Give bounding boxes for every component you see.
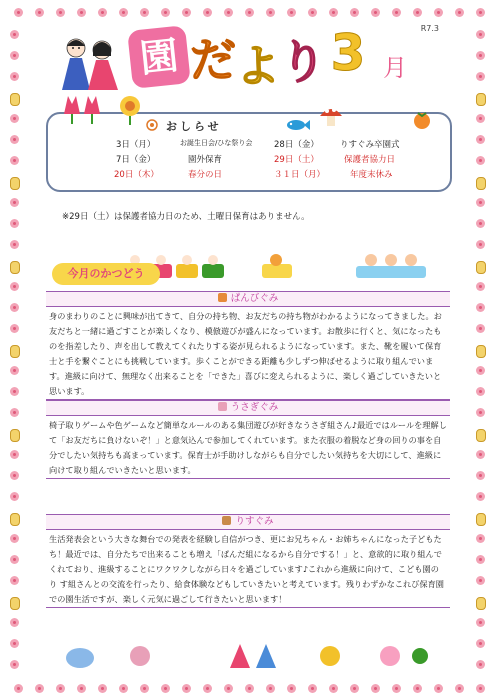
- flower-icon: [203, 8, 212, 17]
- title-char: り: [280, 35, 326, 89]
- class-heading: [46, 400, 450, 416]
- event-date: 28日（金）: [274, 140, 319, 150]
- flower-icon: [476, 471, 485, 480]
- flower-icon: [413, 8, 422, 17]
- flower-icon: [182, 8, 191, 17]
- flower-icon: [203, 684, 212, 693]
- flower-icon: [308, 8, 317, 17]
- flower-icon: [10, 135, 19, 144]
- lantern-icon: [476, 345, 486, 358]
- mushroom-icon: [318, 104, 344, 130]
- event-name: 園外保育: [188, 155, 223, 165]
- flower-icon: [476, 684, 485, 693]
- children-animals-illustration: [60, 640, 440, 670]
- class-heading: [46, 291, 450, 307]
- lantern-icon: [10, 597, 20, 610]
- class-name: ぱんびぐみ: [230, 293, 279, 304]
- flower-icon: [392, 684, 401, 693]
- lantern-icon: [476, 429, 486, 442]
- flower-icon: [119, 8, 128, 17]
- class-body: 生活発表会という大きな舞台での発表を経験し自信がつき、更にお兄ちゃん・お姉ちゃんになった子どもたち！最近では、自分たちで出来ることも増え「ぱんだ組になるから自分でする！」と、意欲的に取り組んでくれており、進級することにワクワクしながら日々を過ごしています♪これから進級に向けて、こども園のり す組さんとの交流を行ったり、給食体験などもしていきたいと考えています。残りわずかなこれび保育園での園生活ですが、楽しく元気に過ごして行きたいと思います！: [46, 530, 450, 608]
- flower-icon: [455, 684, 464, 693]
- flower-icon: [350, 8, 359, 17]
- flower-icon: [329, 684, 338, 693]
- flower-icon: [476, 618, 485, 627]
- flower-icon: [266, 8, 275, 17]
- flower-icon: [10, 618, 19, 627]
- tulip-illustration: [56, 92, 156, 126]
- flower-icon: [287, 684, 296, 693]
- flower-icon: [350, 684, 359, 693]
- flower-icon: [10, 114, 19, 123]
- flower-icon: [476, 408, 485, 417]
- flower-icon: [140, 684, 149, 693]
- flower-icon: [287, 8, 296, 17]
- flower-icon: [98, 684, 107, 693]
- class-name: りすぐみ: [235, 516, 274, 527]
- flower-icon: [10, 303, 19, 312]
- event-date: ３１日（月）: [274, 170, 326, 180]
- flower-icon: [434, 8, 443, 17]
- notice-note: ※29日（土）は保護者協力日のため、土曜日保育はありません。: [62, 212, 310, 222]
- flower-icon: [98, 8, 107, 17]
- class-body: 椅子取りゲームや色ゲームなど簡単なルールのある集団遊びが好きなうさぎ組さん♪最近ではルールを理解して「お友だちに負けないぞ！」と意気込んで参加してくれています。また衣服の着脱など身の回りの事を自分でしたい気持ちも高まっています。保育士が手助けしながらも自分でしたい気持ちを大切にして、進級に向けて取り組んでいきたいと思います。: [46, 416, 450, 479]
- flower-icon: [476, 303, 485, 312]
- flower-icon: [476, 72, 485, 81]
- flower-icon: [413, 684, 422, 693]
- class-heading: [46, 514, 450, 530]
- class-section-rabbit: [46, 400, 450, 479]
- flower-icon: [476, 30, 485, 39]
- event-name: 春分の日: [188, 170, 223, 180]
- event-name: りすぐみ卒園式: [340, 140, 400, 150]
- title-char: よ: [236, 41, 280, 92]
- class-section-panda: [46, 291, 450, 400]
- persimmon-icon: [412, 110, 432, 130]
- flower-icon: [476, 198, 485, 207]
- flower-icon: [476, 450, 485, 459]
- flower-icon: [14, 8, 23, 17]
- flower-icon: [245, 8, 254, 17]
- lantern-icon: [476, 177, 486, 190]
- lantern-icon: [10, 261, 20, 274]
- flower-icon: [10, 639, 19, 648]
- title-char: 月: [383, 54, 407, 82]
- flower-icon: [476, 51, 485, 60]
- newsletter-title: [130, 24, 420, 92]
- rabbit-icon: [218, 402, 227, 411]
- flower-icon: [14, 684, 23, 693]
- flower-icon: [140, 8, 149, 17]
- flower-icon: [161, 8, 170, 17]
- flower-icon: [10, 387, 19, 396]
- flower-icon: [476, 282, 485, 291]
- title-char: 園: [127, 25, 191, 89]
- title-char: だ: [190, 33, 236, 87]
- flower-icon: [476, 492, 485, 501]
- lantern-icon: [476, 261, 486, 274]
- flower-icon: [476, 534, 485, 543]
- flower-icon: [329, 8, 338, 17]
- event-name: 年度末休み: [350, 170, 393, 180]
- event-name: お誕生日会/ひな祭り会: [180, 139, 253, 147]
- flower-icon: [434, 684, 443, 693]
- flower-icon: [308, 684, 317, 693]
- flower-icon: [392, 8, 401, 17]
- event-date: 29日（土）: [274, 155, 319, 165]
- event-name: 保護者協力日: [344, 155, 396, 165]
- flower-icon: [476, 324, 485, 333]
- flower-icon: [10, 198, 19, 207]
- flower-icon: [10, 324, 19, 333]
- flower-icon: [10, 72, 19, 81]
- flower-icon: [35, 684, 44, 693]
- flower-icon: [10, 30, 19, 39]
- flower-icon: [476, 555, 485, 564]
- lantern-icon: [10, 345, 20, 358]
- flower-icon: [10, 555, 19, 564]
- flower-icon: [10, 366, 19, 375]
- flower-icon: [245, 684, 254, 693]
- flower-icon: [476, 114, 485, 123]
- flower-icon: [476, 8, 485, 17]
- lantern-icon: [10, 177, 20, 190]
- flower-icon: [455, 8, 464, 17]
- hina-dolls-illustration: [56, 34, 122, 92]
- flower-icon: [10, 51, 19, 60]
- monthly-activities-title: 今月のかつどう: [52, 263, 160, 285]
- notice-heading: おしらせ: [166, 120, 222, 133]
- date-tag: R7.3: [420, 24, 439, 33]
- flower-icon: [476, 240, 485, 249]
- flower-icon: [10, 576, 19, 585]
- flower-icon: [476, 660, 485, 669]
- flower-icon: [56, 8, 65, 17]
- flower-icon: [10, 240, 19, 249]
- flower-icon: [476, 135, 485, 144]
- flower-icon: [56, 684, 65, 693]
- flower-icon: [476, 366, 485, 375]
- flower-icon: [476, 387, 485, 396]
- flower-icon: [182, 684, 191, 693]
- flower-icon: [77, 8, 86, 17]
- event-date: 3日（月）: [116, 140, 156, 150]
- title-char: 3: [330, 24, 366, 82]
- event-date: 7日（金）: [116, 155, 156, 165]
- animals-illustration: [256, 250, 436, 282]
- flower-icon: [10, 156, 19, 165]
- flower-icon: [476, 219, 485, 228]
- class-name: うさぎぐみ: [230, 402, 279, 413]
- flower-icon: [35, 8, 44, 17]
- flower-icon: [10, 282, 19, 291]
- flower-icon: [224, 684, 233, 693]
- flower-icon: [10, 660, 19, 669]
- lantern-icon: [10, 93, 20, 106]
- event-date: 20日（木）: [114, 170, 159, 180]
- flower-icon: [10, 408, 19, 417]
- lantern-icon: [476, 597, 486, 610]
- flower-icon: [371, 684, 380, 693]
- fish-icon: [286, 119, 310, 131]
- lantern-icon: [476, 93, 486, 106]
- lantern-icon: [476, 513, 486, 526]
- flower-icon: [119, 684, 128, 693]
- flower-icon: [10, 219, 19, 228]
- flower-icon: [10, 534, 19, 543]
- flower-icon: [77, 684, 86, 693]
- squirrel-icon: [222, 516, 231, 525]
- flower-icon: [266, 684, 275, 693]
- class-section-squirrel: [46, 514, 450, 608]
- flower-icon: [10, 450, 19, 459]
- flower-icon: [476, 639, 485, 648]
- flower-icon: [476, 576, 485, 585]
- flower-icon: [10, 492, 19, 501]
- flower-icon: [161, 684, 170, 693]
- panda-icon: [218, 293, 227, 302]
- class-body: 身のまわりのことに興味が出てきて、自分の持ち物、お友だちの持ち物がわかるようになってきました。お友だちと一緒に過ごすことが楽しくなり、模倣遊びが盛んになっています。お散歩に行くと、気になったものを指差したり、声を出して教えてくれたりする姿が見られるようになっています。また、靴を履いて保育士と手を繋ぐことにも挑戦しています。歩くことができる距離も少しずつ伸ばせるように取り組んでいます。進級に向けて、無理なく出来ることを「できた」喜びに変えられるように、楽しく過ごしていきたいと思います。: [46, 307, 450, 400]
- flower-icon: [371, 8, 380, 17]
- lantern-icon: [10, 513, 20, 526]
- lantern-icon: [10, 429, 20, 442]
- flower-icon: [224, 8, 233, 17]
- flower-icon: [476, 156, 485, 165]
- flower-icon: [10, 471, 19, 480]
